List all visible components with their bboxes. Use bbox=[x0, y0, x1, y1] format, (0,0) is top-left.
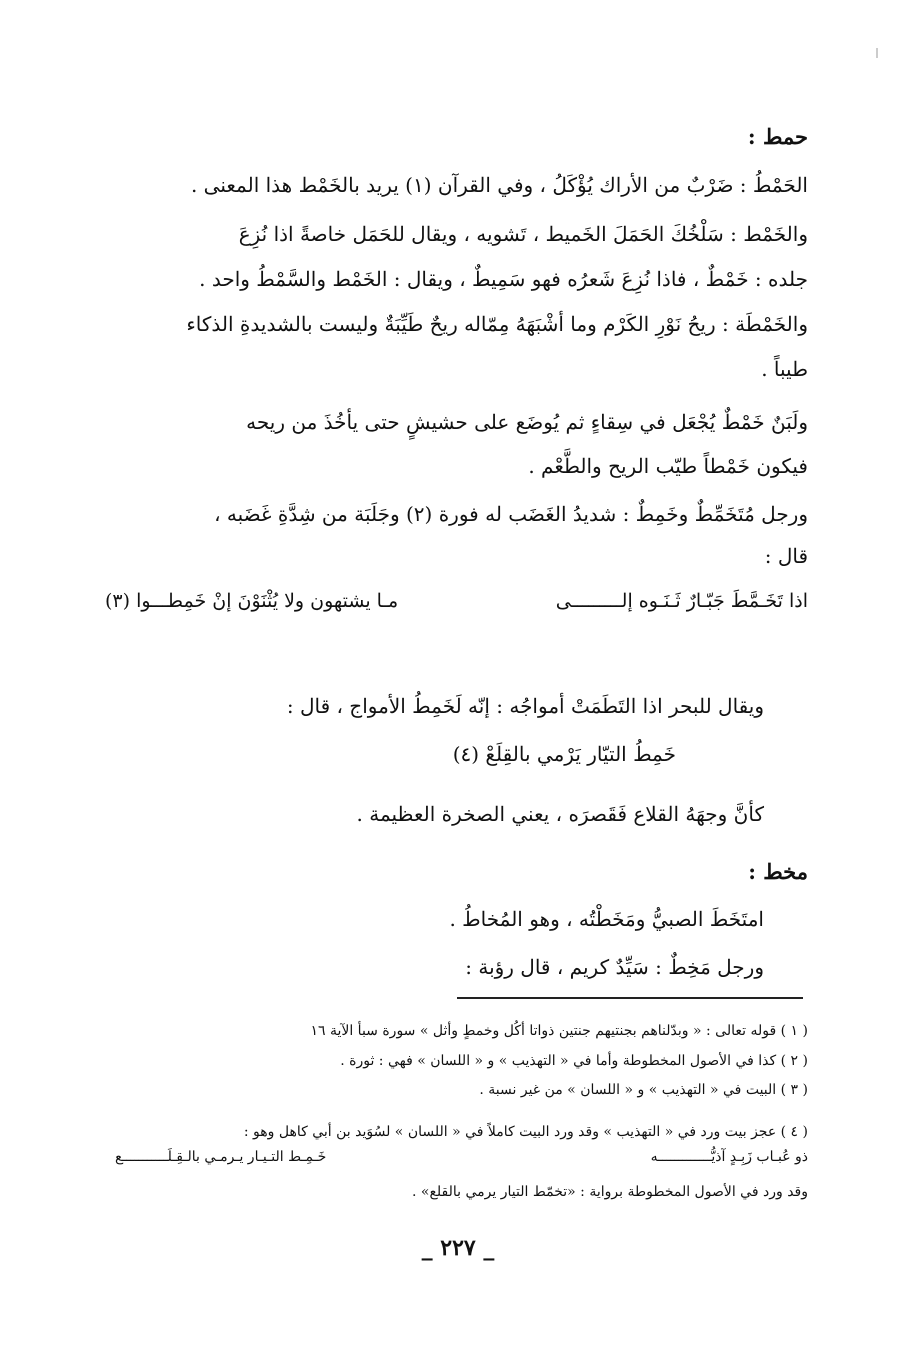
entry-line: فيكون خَمْطاً طيّب الريح والطَّعْم . bbox=[528, 454, 808, 478]
entry-line: امتَخَطَ الصبيُّ ومَخَطْتُه ، وهو المُخاطُ . bbox=[449, 907, 764, 931]
verse-second-hemistich: مـا يشتهون ولا يُثْنَوْنَ إنْ خَمِطـــوا (٣) bbox=[105, 590, 399, 612]
entry-line: والخَمْطَة : ريحُ نَوْرِ الكَرْم وما أشْبَهَهُ مِمّاله ريحٌ طَيِّبَةٌ وليست بالشديدةِ الذكاء bbox=[186, 312, 808, 336]
entry-line: قال : bbox=[764, 544, 808, 568]
corner-mark bbox=[876, 48, 878, 58]
entry-line: ورجل مُتَخَمِّطٌ وخَمِطٌ : شديدُ الغَضَب له فورة (٢) وجَلَبَة من شِدَّةِ غَضَبه ، bbox=[214, 502, 808, 526]
footnote: ( ٤ ) عجز بيت ورد في « التهذيب » وقد ورد البيت كاملاً في « اللسان » لسُوَيد بن أبي كاهل وهو : bbox=[243, 1124, 808, 1140]
entry-line: والخَمْط : سَلْخُكَ الحَمَلَ الخَميط ، تَشويه ، ويقال للحَمَل خاصةً اذا نُزِعَ bbox=[238, 222, 808, 246]
footnote: ( ١ ) قوله تعالى : « وبدّلناهم بجنتيهم جنتين ذواتا أكُل وخمطٍ وأثل » سورة سبأ الآية ١٦ bbox=[310, 1023, 808, 1039]
verse-first-hemistich: اذا تَخَـمَّطَ جَبّـارٌ ثَـنَـوه إلـــــــــى bbox=[555, 590, 808, 612]
entry-heading: مخط : bbox=[748, 859, 808, 884]
footnote: وقد ورد في الأصول المخطوطة برواية : «تخمّط التيار يرمي بالقلع» . bbox=[412, 1184, 808, 1200]
footnote-divider bbox=[457, 997, 803, 999]
entry-line: طيباً . bbox=[761, 357, 808, 381]
entry-line: ورجل مَخِطٌ : سَيِّدٌ كريم ، قال رؤبة : bbox=[465, 955, 764, 979]
entry-heading: حمط : bbox=[747, 124, 808, 149]
quoted-verse: خَمِطُ التيّار يَرْمي بالقِلَعْ (٤) bbox=[452, 742, 676, 766]
footnote: ( ٣ ) البيت في « التهذيب » و « اللسان » من غير نسبة . bbox=[479, 1082, 808, 1098]
footnote-verse-second: خَـمِـط التـيـار يـرمـي بالـقِـلَـــــــــــع bbox=[115, 1149, 327, 1165]
entry-line: جلده : خَمْطٌ ، فاذا نُزِعَ شَعرُه فهو سَمِيطٌ ، ويقال : الخَمْط والسَّمْطُ واحد . bbox=[199, 267, 808, 291]
page-number: _ ٢٢٧ _ bbox=[421, 1235, 495, 1261]
entry-line: ويقال للبحر اذا التَطَمَتْ أمواجُه : إنّه لَخَمِطُ الأمواج ، قال : bbox=[286, 694, 764, 718]
footnote-verse-first: ذو عُبـاب زَبِـدٍ آذيُّـــــــــــــه bbox=[650, 1149, 808, 1165]
entry-line: كأنَّ وجهَهُ القلاع فَقَصرَه ، يعني الصخرة العظيمة . bbox=[356, 802, 764, 826]
footnote: ( ٢ ) كذا في الأصول المخطوطة وأما في « التهذيب » و « اللسان » فهي : ثورة . bbox=[340, 1053, 808, 1069]
entry-line: ولَبَنٌ خَمْطٌ يُجْعَل في سِقاءٍ ثم يُوضَع على حشيشٍ حتى يأخُذَ من ريحه bbox=[246, 410, 808, 434]
entry-line: الحَمْطُ : ضَرْبٌ من الأراك يُؤْكَلُ ، وفي القرآن (١) يريد بالخَمْط هذا المعنى . bbox=[190, 173, 808, 197]
